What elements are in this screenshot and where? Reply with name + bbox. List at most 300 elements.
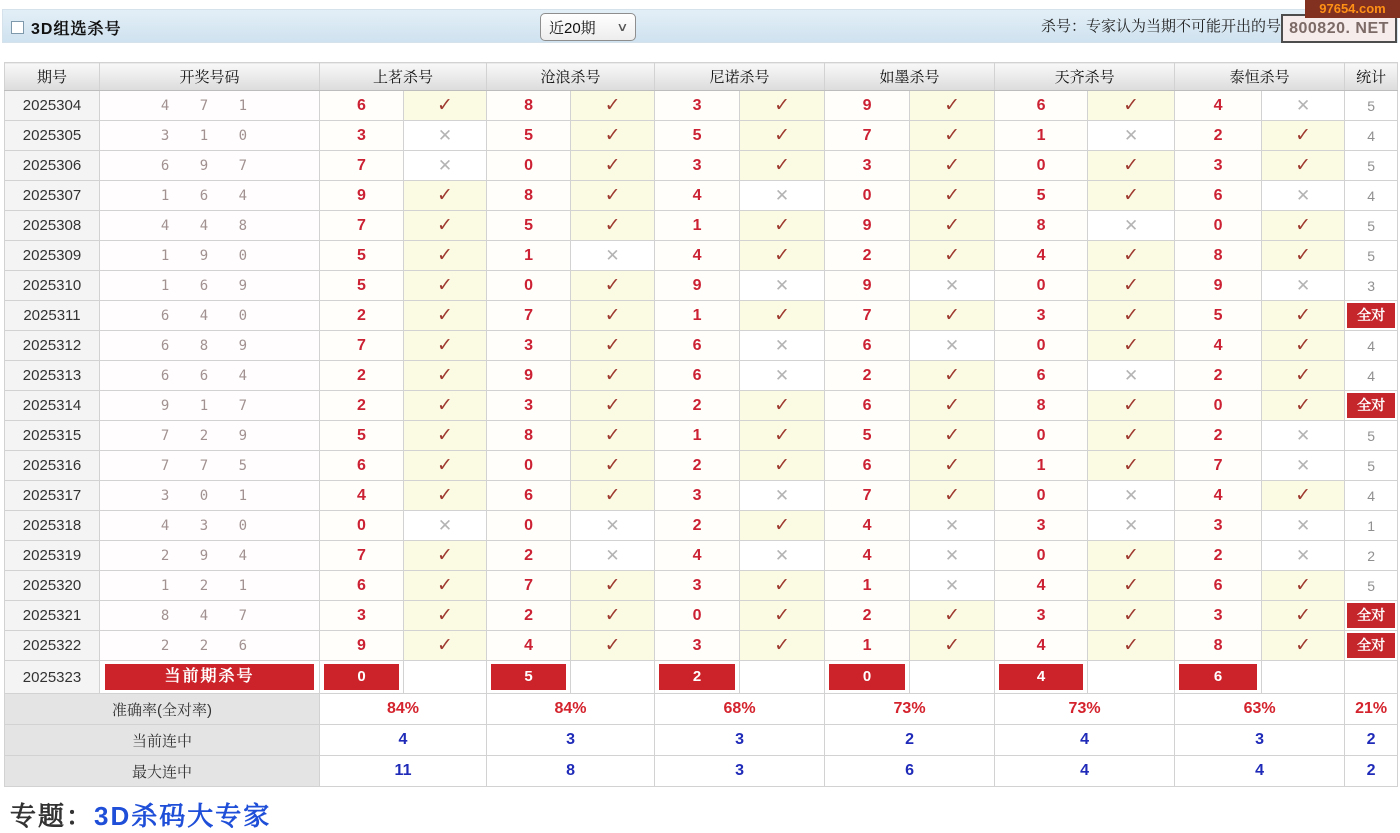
check-icon: ✓ <box>774 605 790 626</box>
kill-number: 0 <box>995 151 1088 181</box>
check-icon: ✓ <box>774 425 790 446</box>
check-icon: ✓ <box>1123 275 1140 296</box>
hit-mark-cell <box>740 151 825 181</box>
summary-label: 准确率(全对率) <box>5 694 320 725</box>
hit-mark-cell <box>910 601 995 631</box>
draw-numbers: 6 6 4 <box>100 361 320 391</box>
allhit-badge: 全对 <box>1347 633 1395 658</box>
column-header-4: 尼诺杀号 <box>655 63 825 91</box>
hit-mark-cell <box>571 151 655 181</box>
summary-stat: 2 <box>1345 756 1398 787</box>
hit-mark-cell <box>571 421 655 451</box>
current-kill-number: 0 <box>829 664 905 690</box>
hit-mark-cell <box>740 121 825 151</box>
summary-stat: 2 <box>1345 725 1398 756</box>
check-icon: ✓ <box>1295 245 1312 266</box>
summary-value: 3 <box>655 725 825 756</box>
hit-mark-cell <box>910 451 995 481</box>
stat-cell: 5 <box>1345 451 1398 481</box>
watermark-site-top: 97654.com <box>1305 0 1400 18</box>
cross-icon: ✕ <box>944 545 960 565</box>
kill-number: 2 <box>655 391 740 421</box>
check-icon: ✓ <box>437 635 453 656</box>
column-header-8: 统计 <box>1345 63 1398 91</box>
kill-number: 6 <box>995 91 1088 121</box>
check-icon: ✓ <box>1295 305 1312 326</box>
kill-number: 2 <box>1175 121 1262 151</box>
watermark-site-box: 800820. NET <box>1281 14 1397 43</box>
empty-mark-cell <box>1088 661 1175 694</box>
period-cell: 2025306 <box>5 151 100 181</box>
table-row <box>5 481 1398 511</box>
kill-number: 7 <box>1175 451 1262 481</box>
hit-mark-cell <box>1088 271 1175 301</box>
check-icon: ✓ <box>1123 335 1140 356</box>
kill-number: 6 <box>655 331 740 361</box>
kill-number: 6 <box>320 571 404 601</box>
check-icon: ✓ <box>944 605 961 626</box>
kill-number: 9 <box>655 271 740 301</box>
check-icon: ✓ <box>437 275 453 296</box>
hit-mark-cell <box>740 391 825 421</box>
kill-number: 0 <box>995 331 1088 361</box>
period-cell: 2025318 <box>5 511 100 541</box>
check-icon: ✓ <box>1123 545 1140 566</box>
kill-number: 3 <box>487 391 571 421</box>
kill-number: 1 <box>655 211 740 241</box>
kill-number: 3 <box>995 601 1088 631</box>
cross-icon: ✕ <box>1295 425 1311 445</box>
cross-icon: ✕ <box>605 245 620 265</box>
check-icon: ✓ <box>774 395 790 416</box>
kill-number: 4 <box>320 481 404 511</box>
check-icon: ✓ <box>774 635 790 656</box>
check-icon: ✓ <box>1123 605 1140 626</box>
check-icon: ✓ <box>604 485 621 506</box>
kill-number: 6 <box>320 91 404 121</box>
kill-number: 6 <box>825 451 910 481</box>
kill-number: 6 <box>1175 181 1262 211</box>
cross-icon: ✕ <box>774 275 790 295</box>
kill-number: 2 <box>1175 541 1262 571</box>
cross-icon: ✕ <box>774 335 790 355</box>
check-icon: ✓ <box>774 125 790 146</box>
kill-number: 5 <box>320 421 404 451</box>
kill-number: 0 <box>487 151 571 181</box>
kill-number: 9 <box>320 631 404 661</box>
kill-number: 6 <box>320 451 404 481</box>
miss-mark-cell <box>571 511 655 541</box>
table-row <box>5 331 1398 361</box>
table-row <box>5 91 1398 121</box>
miss-mark-cell <box>740 361 825 391</box>
footer-topic-link[interactable]: 3D杀码大专家 <box>94 801 272 831</box>
hit-mark-cell <box>740 631 825 661</box>
hit-mark-cell <box>1088 301 1175 331</box>
kill-number: 8 <box>995 211 1088 241</box>
miss-mark-cell <box>571 241 655 271</box>
period-cell: 2025309 <box>5 241 100 271</box>
draw-numbers: 1 6 9 <box>100 271 320 301</box>
check-icon: ✓ <box>604 95 621 116</box>
kill-number: 1 <box>995 121 1088 151</box>
period-cell: 2025313 <box>5 361 100 391</box>
summary-value: 6 <box>825 756 995 787</box>
kill-number: 0 <box>1175 211 1262 241</box>
check-icon: ✓ <box>604 335 621 356</box>
hit-mark-cell <box>404 211 487 241</box>
hit-mark-cell <box>404 421 487 451</box>
allhit-badge: 全对 <box>1347 603 1395 628</box>
kill-number: 7 <box>487 571 571 601</box>
check-icon: ✓ <box>944 185 961 206</box>
empty-mark-cell <box>740 661 825 694</box>
cross-icon: ✕ <box>437 515 453 535</box>
check-icon: ✓ <box>437 395 453 416</box>
check-icon: ✓ <box>944 365 961 386</box>
kill-number: 9 <box>487 361 571 391</box>
summary-value: 4 <box>320 725 487 756</box>
miss-mark-cell <box>910 571 995 601</box>
cross-icon: ✕ <box>774 485 790 505</box>
stat-cell: 4 <box>1345 181 1398 211</box>
table-row <box>5 211 1398 241</box>
kill-number: 7 <box>825 301 910 331</box>
table-row <box>5 451 1398 481</box>
kill-number: 8 <box>487 181 571 211</box>
current-kill-number: 2 <box>659 664 735 690</box>
hit-mark-cell <box>1262 601 1345 631</box>
check-icon: ✓ <box>1123 425 1140 446</box>
check-icon: ✓ <box>1295 125 1312 146</box>
check-icon: ✓ <box>1123 305 1140 326</box>
kill-number: 0 <box>487 511 571 541</box>
period-cell: 2025308 <box>5 211 100 241</box>
kill-number: 3 <box>655 151 740 181</box>
miss-mark-cell <box>1262 451 1345 481</box>
allhit-badge: 全对 <box>1347 393 1395 418</box>
check-icon: ✓ <box>1123 575 1140 596</box>
kill-number: 6 <box>825 331 910 361</box>
kill-number: 2 <box>825 241 910 271</box>
current-kill-number-cell <box>320 661 404 694</box>
check-icon: ✓ <box>944 425 961 446</box>
hit-mark-cell <box>1262 481 1345 511</box>
hit-mark-cell <box>571 391 655 421</box>
draw-numbers: 3 1 0 <box>100 121 320 151</box>
section-checkbox[interactable] <box>11 21 24 34</box>
hit-mark-cell <box>1088 541 1175 571</box>
cross-icon: ✕ <box>1295 515 1311 535</box>
check-icon: ✓ <box>1295 635 1312 656</box>
cross-icon: ✕ <box>1123 515 1139 535</box>
period-select[interactable] <box>540 13 636 41</box>
column-header-7: 泰恒杀号 <box>1175 63 1345 91</box>
check-icon: ✓ <box>1123 95 1140 116</box>
cross-icon: ✕ <box>605 545 620 565</box>
summary-row-1 <box>5 725 1398 756</box>
kill-number: 3 <box>1175 601 1262 631</box>
kill-number: 5 <box>487 211 571 241</box>
check-icon: ✓ <box>774 95 790 116</box>
hit-mark-cell <box>910 361 995 391</box>
table-row <box>5 391 1398 421</box>
hit-mark-cell <box>1088 331 1175 361</box>
kill-number: 3 <box>320 601 404 631</box>
footer-topic-line <box>10 796 271 833</box>
kill-number: 0 <box>655 601 740 631</box>
stat-cell <box>1345 661 1398 694</box>
draw-numbers: 2 9 4 <box>100 541 320 571</box>
draw-numbers: 6 8 9 <box>100 331 320 361</box>
draw-numbers: 7 7 5 <box>100 451 320 481</box>
check-icon: ✓ <box>604 215 621 236</box>
check-icon: ✓ <box>1123 395 1140 416</box>
title-bar <box>2 9 1398 43</box>
miss-mark-cell <box>1262 421 1345 451</box>
period-cell: 2025304 <box>5 91 100 121</box>
period-cell: 2025319 <box>5 541 100 571</box>
kill-number: 7 <box>320 331 404 361</box>
summary-value: 4 <box>995 725 1175 756</box>
cross-icon: ✕ <box>437 125 453 145</box>
cross-icon: ✕ <box>1295 455 1311 475</box>
hit-mark-cell <box>404 391 487 421</box>
hit-mark-cell <box>571 631 655 661</box>
miss-mark-cell <box>404 121 487 151</box>
check-icon: ✓ <box>944 455 961 476</box>
kill-number: 7 <box>487 301 571 331</box>
miss-mark-cell <box>740 541 825 571</box>
miss-mark-cell <box>1262 271 1345 301</box>
current-kill-number: 5 <box>491 664 566 690</box>
hit-mark-cell <box>404 481 487 511</box>
current-kill-label-cell <box>100 661 320 694</box>
kill-number: 4 <box>825 511 910 541</box>
miss-mark-cell <box>1262 91 1345 121</box>
hit-mark-cell <box>910 181 995 211</box>
kill-number: 2 <box>320 391 404 421</box>
table-row <box>5 241 1398 271</box>
cross-icon: ✕ <box>944 275 960 295</box>
kill-number: 3 <box>320 121 404 151</box>
kill-number: 3 <box>1175 511 1262 541</box>
stat-cell: 5 <box>1345 241 1398 271</box>
kill-number: 2 <box>655 511 740 541</box>
kill-number: 6 <box>1175 571 1262 601</box>
draw-numbers: 3 0 1 <box>100 481 320 511</box>
hit-mark-cell <box>1262 151 1345 181</box>
kill-number: 3 <box>995 301 1088 331</box>
period-cell: 2025320 <box>5 571 100 601</box>
stat-cell: 3 <box>1345 271 1398 301</box>
period-cell: 2025321 <box>5 601 100 631</box>
check-icon: ✓ <box>437 545 453 566</box>
kill-number: 4 <box>487 631 571 661</box>
table-row <box>5 601 1398 631</box>
draw-numbers: 6 9 7 <box>100 151 320 181</box>
cross-icon: ✕ <box>1295 185 1311 205</box>
hit-mark-cell <box>571 121 655 151</box>
kill-number: 0 <box>995 541 1088 571</box>
kill-number: 3 <box>655 631 740 661</box>
check-icon: ✓ <box>1123 245 1140 266</box>
period-cell: 2025312 <box>5 331 100 361</box>
stat-cell: 1 <box>1345 511 1398 541</box>
hit-mark-cell <box>571 361 655 391</box>
cross-icon: ✕ <box>944 335 960 355</box>
hit-mark-cell <box>404 601 487 631</box>
kill-number: 3 <box>825 151 910 181</box>
period-cell: 2025316 <box>5 451 100 481</box>
table-header-row <box>5 63 1398 91</box>
check-icon: ✓ <box>1123 155 1140 176</box>
kill-number: 7 <box>320 211 404 241</box>
miss-mark-cell <box>404 151 487 181</box>
hit-mark-cell <box>1262 241 1345 271</box>
current-kill-number-cell <box>825 661 910 694</box>
kill-number: 9 <box>320 181 404 211</box>
table-row <box>5 151 1398 181</box>
hit-mark-cell <box>910 121 995 151</box>
hit-mark-cell <box>1262 571 1345 601</box>
table-row <box>5 541 1398 571</box>
hit-mark-cell <box>1088 571 1175 601</box>
period-cell: 2025307 <box>5 181 100 211</box>
hit-mark-cell <box>1088 241 1175 271</box>
kill-number: 0 <box>995 421 1088 451</box>
miss-mark-cell <box>1088 481 1175 511</box>
stat-cell: 2 <box>1345 541 1398 571</box>
kill-number: 3 <box>655 91 740 121</box>
check-icon: ✓ <box>437 455 453 476</box>
check-icon: ✓ <box>944 485 961 506</box>
draw-numbers: 4 3 0 <box>100 511 320 541</box>
miss-mark-cell <box>740 271 825 301</box>
table-body <box>5 91 1398 787</box>
hit-mark-cell <box>740 91 825 121</box>
hit-mark-cell <box>404 331 487 361</box>
draw-numbers: 4 4 8 <box>100 211 320 241</box>
check-icon: ✓ <box>437 95 453 116</box>
kill-number: 4 <box>655 181 740 211</box>
check-icon: ✓ <box>604 125 621 146</box>
draw-numbers: 1 9 0 <box>100 241 320 271</box>
summary-value: 4 <box>995 756 1175 787</box>
check-icon: ✓ <box>1123 635 1140 656</box>
cross-icon: ✕ <box>774 185 790 205</box>
check-icon: ✓ <box>1295 575 1312 596</box>
kill-number: 8 <box>1175 631 1262 661</box>
summary-value: 68% <box>655 694 825 725</box>
kill-number: 4 <box>995 571 1088 601</box>
hit-mark-cell <box>1088 421 1175 451</box>
hit-mark-cell <box>571 481 655 511</box>
kill-number: 6 <box>995 361 1088 391</box>
table-row <box>5 421 1398 451</box>
check-icon: ✓ <box>774 455 790 476</box>
kill-number: 2 <box>1175 361 1262 391</box>
stat-cell <box>1345 391 1398 421</box>
kill-number: 1 <box>487 241 571 271</box>
kill-number: 4 <box>995 631 1088 661</box>
kill-number: 2 <box>320 361 404 391</box>
cross-icon: ✕ <box>1123 125 1139 145</box>
period-cell: 2025322 <box>5 631 100 661</box>
check-icon: ✓ <box>437 305 453 326</box>
miss-mark-cell <box>404 511 487 541</box>
kill-number: 2 <box>825 361 910 391</box>
kill-number: 2 <box>655 451 740 481</box>
miss-mark-cell <box>740 181 825 211</box>
check-icon: ✓ <box>944 635 961 656</box>
hit-mark-cell <box>910 241 995 271</box>
check-icon: ✓ <box>774 155 790 176</box>
hit-mark-cell <box>910 421 995 451</box>
table-row <box>5 301 1398 331</box>
hit-mark-cell <box>1262 391 1345 421</box>
kill-number: 9 <box>1175 271 1262 301</box>
cross-icon: ✕ <box>1123 365 1139 385</box>
hit-mark-cell <box>1088 181 1175 211</box>
kill-number: 6 <box>487 481 571 511</box>
current-kill-number: 0 <box>324 664 399 690</box>
miss-mark-cell <box>1262 181 1345 211</box>
check-icon: ✓ <box>437 335 453 356</box>
kill-number: 9 <box>825 91 910 121</box>
summary-value: 73% <box>825 694 995 725</box>
hit-mark-cell <box>404 181 487 211</box>
hit-mark-cell <box>1262 121 1345 151</box>
empty-mark-cell <box>910 661 995 694</box>
table-row <box>5 271 1398 301</box>
stat-cell: 5 <box>1345 151 1398 181</box>
summary-label: 当前连中 <box>5 725 320 756</box>
current-kill-label: 当前期杀号 <box>105 664 314 690</box>
stat-cell <box>1345 601 1398 631</box>
draw-numbers: 2 2 6 <box>100 631 320 661</box>
period-cell: 2025310 <box>5 271 100 301</box>
check-icon: ✓ <box>437 245 453 266</box>
column-header-1: 开奖号码 <box>100 63 320 91</box>
period-cell: 2025317 <box>5 481 100 511</box>
empty-mark-cell <box>404 661 487 694</box>
check-icon: ✓ <box>604 455 621 476</box>
hit-mark-cell <box>1088 91 1175 121</box>
summary-value: 84% <box>320 694 487 725</box>
table-row <box>5 361 1398 391</box>
current-kill-number-cell <box>655 661 740 694</box>
kill-number: 2 <box>1175 421 1262 451</box>
hit-mark-cell <box>910 211 995 241</box>
allhit-badge: 全对 <box>1347 303 1395 328</box>
check-icon: ✓ <box>1295 605 1312 626</box>
draw-numbers: 4 7 1 <box>100 91 320 121</box>
stat-cell <box>1345 301 1398 331</box>
check-icon: ✓ <box>774 215 790 236</box>
hit-mark-cell <box>1262 211 1345 241</box>
miss-mark-cell <box>1262 541 1345 571</box>
kill-number: 5 <box>655 121 740 151</box>
stat-cell: 4 <box>1345 331 1398 361</box>
hit-mark-cell <box>571 301 655 331</box>
kill-number: 7 <box>825 481 910 511</box>
miss-mark-cell <box>910 271 995 301</box>
kill-number: 3 <box>655 481 740 511</box>
miss-mark-cell <box>571 541 655 571</box>
check-icon: ✓ <box>604 155 621 176</box>
table-row <box>5 631 1398 661</box>
